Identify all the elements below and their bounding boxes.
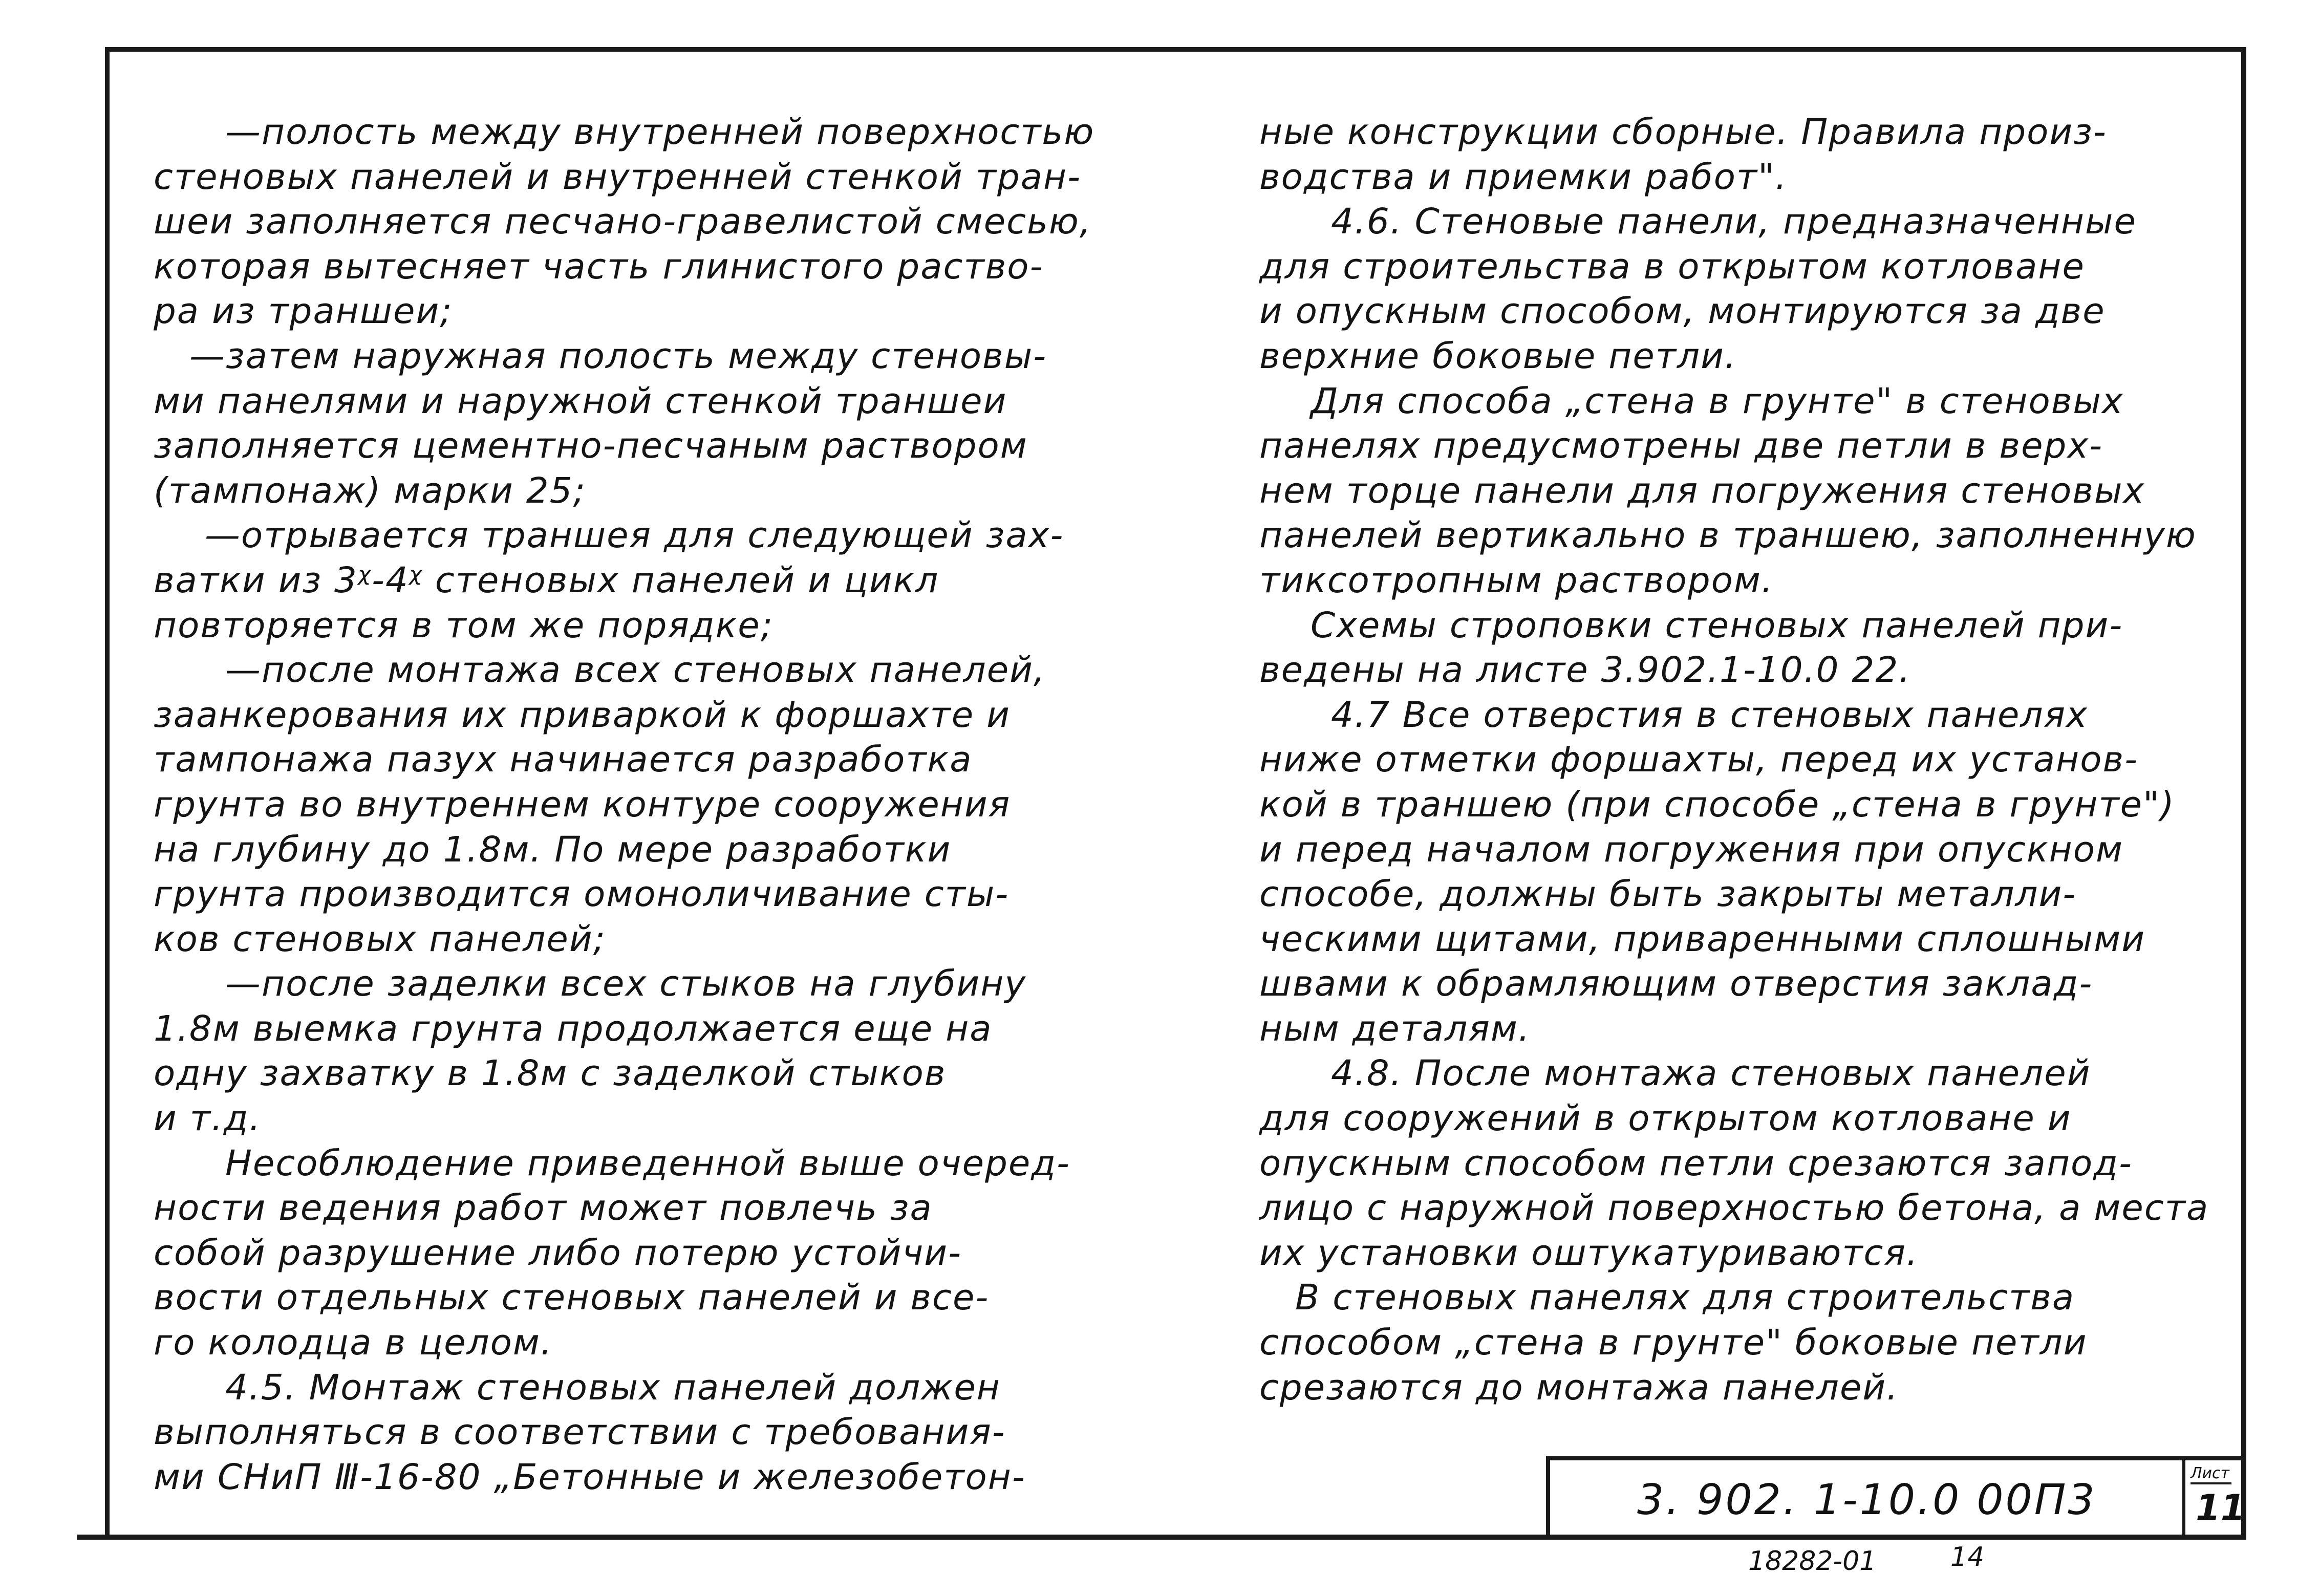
text-line: 4.7 Все отверстия в стеновых панелях <box>1331 694 2088 736</box>
text-line: Для способа „стена в грунте" в стеновых <box>1311 380 2124 422</box>
text-line: ные конструкции сборные. Правила произ- <box>1259 112 2107 153</box>
text-line: (тампонаж) марки 25; <box>154 470 586 511</box>
text-line: собой разрушение либо потерю устойчи- <box>154 1232 962 1274</box>
text-line: для сооружений в открытом котловане и <box>1259 1098 2072 1139</box>
text-line: и перед началом погружения при опускном <box>1259 829 2124 870</box>
sheet-number: 11 <box>2196 1487 2246 1529</box>
text-line: нем торце панели для погружения стеновых <box>1259 470 2145 511</box>
right-text-column <box>1259 110 2222 1410</box>
text-line: —после заделки всех стыков на глубину <box>225 963 1027 1005</box>
text-line: опускным способом петли срезаются запод- <box>1259 1142 2133 1184</box>
text-line: тампонажа пазух начинается разработка <box>154 739 973 781</box>
text-line: тиксотропным раствором. <box>1259 559 1774 601</box>
text-line: на глубину до 1.8м. По мере разработки <box>154 829 952 870</box>
text-line: грунта производится омоноличивание сты- <box>154 874 1010 915</box>
text-line: —после монтажа всех стеновых панелей, <box>225 650 1046 691</box>
text-line: грунта во внутреннем контуре сооружения <box>154 784 1011 825</box>
page-number: 14 <box>1950 1542 1985 1572</box>
text-line: 1.8м выемка грунта продолжается еще на <box>154 1008 993 1049</box>
frame-border-right <box>2241 47 2246 1537</box>
text-line: повторяется в том же порядке; <box>154 605 774 646</box>
text-line: которая вытесняет часть глинистого раство- <box>154 246 1044 287</box>
text-line: ков стеновых панелей; <box>154 918 606 960</box>
frame-border-left <box>105 47 110 1537</box>
left-text-column <box>154 110 1172 1500</box>
text-line: выполняться в соответствии с требования- <box>154 1412 1006 1453</box>
text-line: ватки из 3ᵡ-4ᵡ стеновых панелей и цикл <box>154 559 939 601</box>
inventory-number: 18282-01 <box>1748 1546 1877 1577</box>
frame-border-bottom <box>77 1535 2246 1540</box>
sheet-label: Лист <box>2190 1464 2231 1484</box>
text-line: панелях предусмотрены две петли в верх- <box>1259 425 2103 467</box>
text-line: их установки оштукатуриваются. <box>1259 1232 1919 1274</box>
text-line: шеи заполняется песчано-гравелистой смесью, <box>154 201 1092 243</box>
text-line: ми панелями и наружной стенкой траншеи <box>154 380 1007 422</box>
text-line: 4.5. Монтаж стеновых панелей должен <box>225 1367 1001 1408</box>
text-line: —полость между внутренней поверхностью <box>225 112 1095 153</box>
text-line: способом „стена в грунте" боковые петли <box>1259 1322 2088 1364</box>
text-line: ра из траншеи; <box>154 291 453 332</box>
text-line: стеновых панелей и внутренней стенкой тран- <box>154 156 1082 198</box>
text-line: Несоблюдение приведенной выше очеред- <box>225 1142 1070 1184</box>
text-line: для строительства в открытом котловане <box>1259 246 2085 287</box>
text-line: ности ведения работ может повлечь за <box>154 1188 933 1229</box>
text-line: швами к обрамляющим отверстия заклад- <box>1259 963 2093 1005</box>
text-line: 4.8. После монтажа стеновых панелей <box>1331 1053 2091 1094</box>
text-line: лицо с наружной поверхностью бетона, а места <box>1259 1188 2209 1229</box>
text-line: способе, должны быть закрыты металли- <box>1259 874 2077 915</box>
text-line: панелей вертикально в траншею, заполненную <box>1259 515 2197 556</box>
text-line: го колодца в целом. <box>154 1322 553 1364</box>
text-line: срезаются до монтажа панелей. <box>1259 1367 1899 1408</box>
text-line: вости отдельных стеновых панелей и все- <box>154 1277 990 1319</box>
frame-border-top <box>105 47 2246 52</box>
text-line: —отрывается траншея для следующей зах- <box>205 515 1064 556</box>
sheet-number-cell <box>2182 1460 2246 1535</box>
text-line: ниже отметки форшахты, перед их установ- <box>1259 739 2139 781</box>
document-code: 3. 902. 1-10.0 00П3 <box>1637 1476 2097 1524</box>
text-line: водства и приемки работ". <box>1259 156 1788 198</box>
text-line: —затем наружная полость между стеновы- <box>189 335 1047 377</box>
text-line: и т.д. <box>154 1098 262 1139</box>
text-line: заполняется цементно-песчаным раствором <box>154 425 1028 467</box>
text-line: ческими щитами, приваренными сплошными <box>1259 918 2146 960</box>
text-line: одну захватку в 1.8м с заделкой стыков <box>154 1053 947 1094</box>
text-line: ведены на листе 3.902.1-10.0 22. <box>1259 650 1912 691</box>
text-line: 4.6. Стеновые панели, предназначенные <box>1331 201 2137 243</box>
title-block-stamp <box>1546 1456 2246 1535</box>
text-line: и опускным способом, монтируются за две <box>1259 291 2106 332</box>
text-line: В стеновых панелях для строительства <box>1295 1277 2075 1319</box>
text-line: заанкерования их приваркой к форшахте и <box>154 694 1011 736</box>
text-line: ным деталям. <box>1259 1008 1531 1049</box>
text-line: кой в траншею (при способе „стена в грунте") <box>1259 784 2175 825</box>
text-line: ми СНиП Ⅲ-16-80 „Бетонные и железобетон- <box>154 1456 1026 1498</box>
text-line: верхние боковые петли. <box>1259 335 1737 377</box>
text-line: Схемы строповки стеновых панелей при- <box>1311 605 2123 646</box>
